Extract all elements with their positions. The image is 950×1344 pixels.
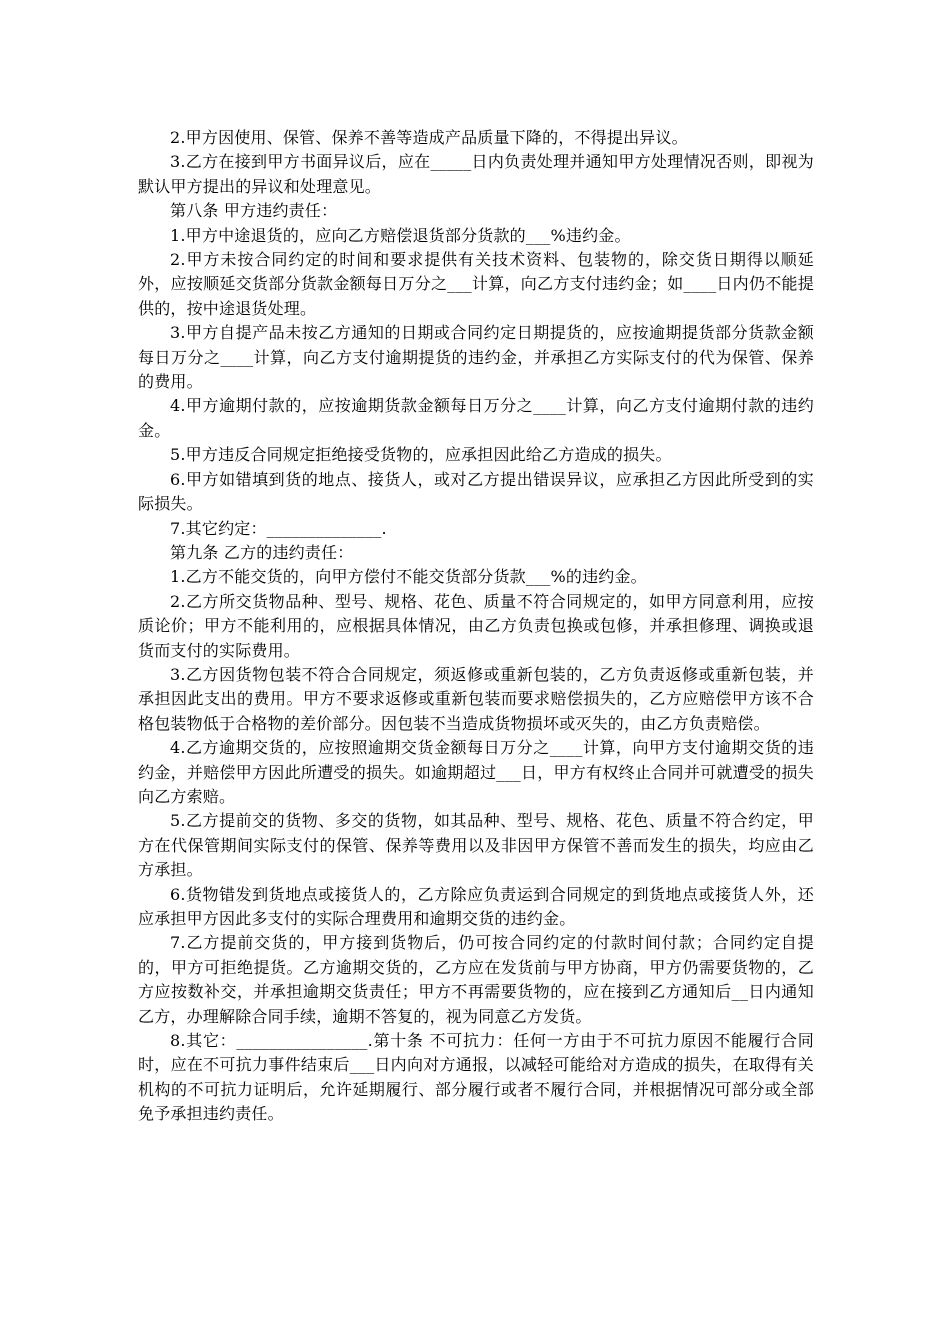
article-9-item-3: 3.乙方因货物包装不符合合同规定，须返修或重新包装的，乙方负责返修或重新包装，并承担因此支出的费用。甲方不要求返修或重新包装而要求赔偿损失的，乙方应赔偿甲方该不合格包装物低于合格物的差价部分。因包装不当造成货物损坏或灭失的，由乙方负责赔偿。 <box>138 664 814 733</box>
article-9-item-1: 1.乙方不能交货的，向甲方偿付不能交货部分货款___%的违约金。 <box>170 567 647 587</box>
article-8-item-5: 5.甲方违反合同规定拒绝接受货物的，应承担因此给乙方造成的损失。 <box>170 445 672 465</box>
article-8-item-7: 7.其它约定：______________. <box>170 518 387 538</box>
contract-text-body <box>138 126 814 1127</box>
clause-7-item-3: 3.乙方在接到甲方书面异议后，应在_____日内负责处理并通知甲方处理情况否则，即视为默认甲方提出的异议和处理意见。 <box>138 152 814 196</box>
article-9-item-5: 5.乙方提前交的货物、多交的货物，如其品种、型号、规格、花色、质量不符合约定，甲方在代保管期间实际支付的保管、保养等费用以及非因甲方保管不善而发生的损失，均应由乙方承担。 <box>138 811 814 880</box>
clause-7-item-2: 2.甲方因使用、保管、保养不善等造成产品质量下降的，不得提出异议。 <box>170 128 688 147</box>
article-9-item-6: 6.货物错发到货地点或接货人的，乙方除应负责运到合同规定的到货地点或接货人外，还应承担甲方因此多支付的实际合理费用和逾期交货的违约金。 <box>138 884 814 928</box>
article-9-item-2: 2.乙方所交货物品种、型号、规格、花色、质量不符合同规定的，如甲方同意利用，应按质论价；甲方不能利用的，应根据具体情况，由乙方负责包换或包修，并承担修理、调换或退货而支付的实际费用。 <box>138 591 814 660</box>
article-8-item-4: 4.甲方逾期付款的，应按逾期货款金额每日万分之____计算，向乙方支付逾期付款的违约金。 <box>138 396 814 440</box>
article-8-item-2: 2.甲方未按合同约定的时间和要求提供有关技术资料、包装物的，除交货日期得以顺延外，应按顺延交货部分货款金额每日万分之___计算，向乙方支付违约金；如____日内仍不能提供的，按中途退货处理。 <box>138 250 814 318</box>
article-8-heading: 第八条 甲方违约责任： <box>170 201 338 221</box>
article-9-heading: 第九条 乙方的违约责任： <box>170 542 354 562</box>
article-9-item-8-and-article-10: 8.其它：________________.第十条 不可抗力：任何一方由于不可抗力原因不能履行合同时，应在不可抗力事件结束后___日内向对方通报，以减轻可能给对方造成的损失，在取得有关机构的不可抗力证明后，允许延期履行、部分履行或者不履行合同，并根据情况可部分或全部免予承担违约责任。 <box>138 1031 814 1124</box>
article-8-item-1: 1.甲方中途退货的，应向乙方赔偿退货部分货款的___%违约金。 <box>170 225 631 245</box>
article-8-item-6: 6.甲方如错填到货的地点、接货人，或对乙方提出错误异议，应承担乙方因此所受到的实际损失。 <box>138 469 814 514</box>
article-8-item-3: 3.甲方自提产品未按乙方通知的日期或合同约定日期提货的，应按逾期提货部分货款金额每日万分之____计算，向乙方支付逾期提货的违约金，并承担乙方实际支付的代为保管、保养的费用。 <box>138 323 814 392</box>
article-9-item-4: 4.乙方逾期交货的，应按照逾期交货金额每日万分之____计算，向甲方支付逾期交货的违约金，并赔偿甲方因此所遭受的损失。如逾期超过___日，甲方有权终止合同并可就遭受的损失向乙方索赔。 <box>138 738 814 806</box>
article-9-item-7: 7.乙方提前交货的，甲方接到货物后，仍可按合同约定的付款时间付款；合同约定自提的，甲方可拒绝提货。乙方逾期交货的，乙方应在发货前与甲方协商，甲方仍需要货物的，乙方应按数补交，并承担逾期交货责任；甲方不再需要货物的，应在接到乙方通知后__日内通知乙方，办理解除合同手续，逾期不答复的，视为同意乙方发货。 <box>138 933 814 1026</box>
